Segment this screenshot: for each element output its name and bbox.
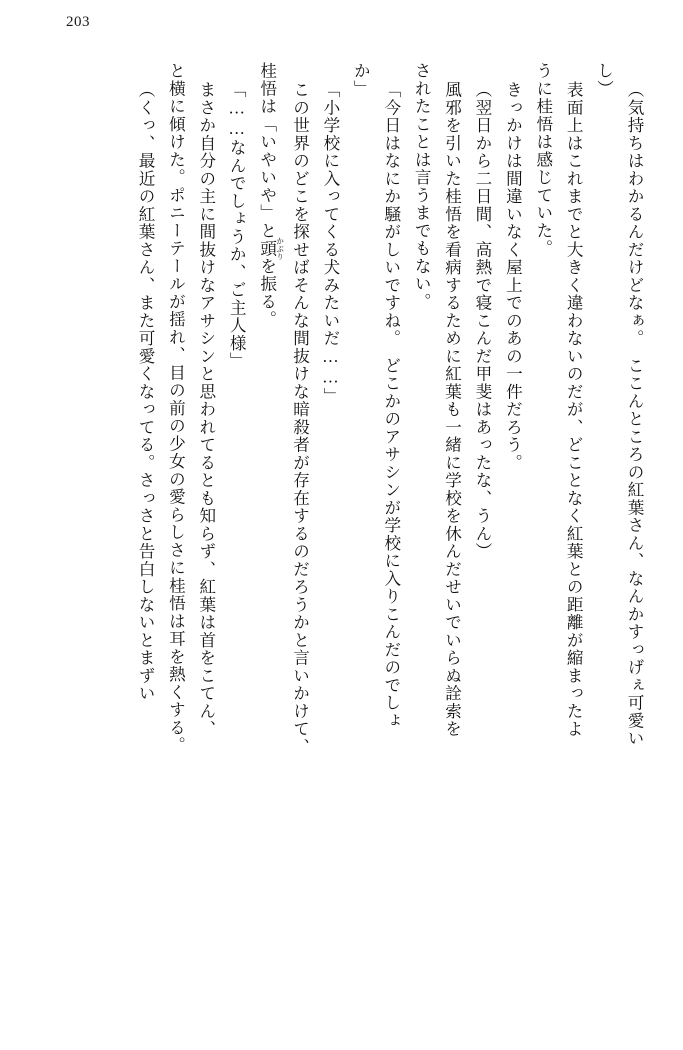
paragraph: （くっ、最近の紅葉さん、また可愛くなってる。さっさと告白しないとまずい (136, 81, 155, 703)
paragraph: （気持ちはわかるんだけどなぁ。 ここんところの紅葉さん、なんかすっげぇ可愛い (625, 81, 644, 748)
paragraph: か」 (351, 62, 371, 98)
paragraph: 表面上はこれまでと大きく違わないのだが、どことなく紅葉との距離が縮まったよ (564, 81, 584, 738)
paragraph: されたことは言うまでもない。 (412, 62, 432, 311)
paragraph: （翌日から二日間、高熱で寝こんだ甲斐はあったな、うん） (472, 81, 492, 561)
paragraph: と横に傾けた。ポニーテールが揺れ、目の前の少女の愛らしさに桂悟は耳を熱くする。 (166, 62, 186, 755)
paragraph: この世界のどこを探せばそんな間抜けな暗殺者が存在するのだろうかと言いかけて、 (290, 81, 310, 756)
paragraph: 「小学校に入ってくる犬みたいだ……」 (320, 81, 340, 406)
ruby-annotation: 頭 かぶり (257, 236, 285, 260)
page-body-text (46, 62, 649, 1014)
paragraph: 「……なんでしょうか、ご主人様」 (227, 81, 247, 370)
paragraph: うに桂悟は感じていた。 (533, 62, 553, 258)
paragraph-with-ruby: 桂悟は「いやいや」と頭 かぶりを振る。 (257, 62, 285, 329)
paragraph: 「今日はなにか騒がしいですね。 どこかのアサシンが学校に入りこんだのでしょ (381, 81, 401, 730)
paragraph: し） (594, 62, 614, 98)
page-number: 203 (66, 14, 90, 30)
paragraph: まさか自分の主に間抜けなアサシンと思われてるとも知らず、紅葉は首をこてん、 (196, 81, 216, 738)
paragraph: 風邪を引いた桂悟を看病するために紅葉も一緒に学校を休んだせいでいらぬ詮索を (442, 81, 462, 738)
paragraph: きっかけは間違いなく屋上でのあの一件だろう。 (503, 81, 523, 472)
